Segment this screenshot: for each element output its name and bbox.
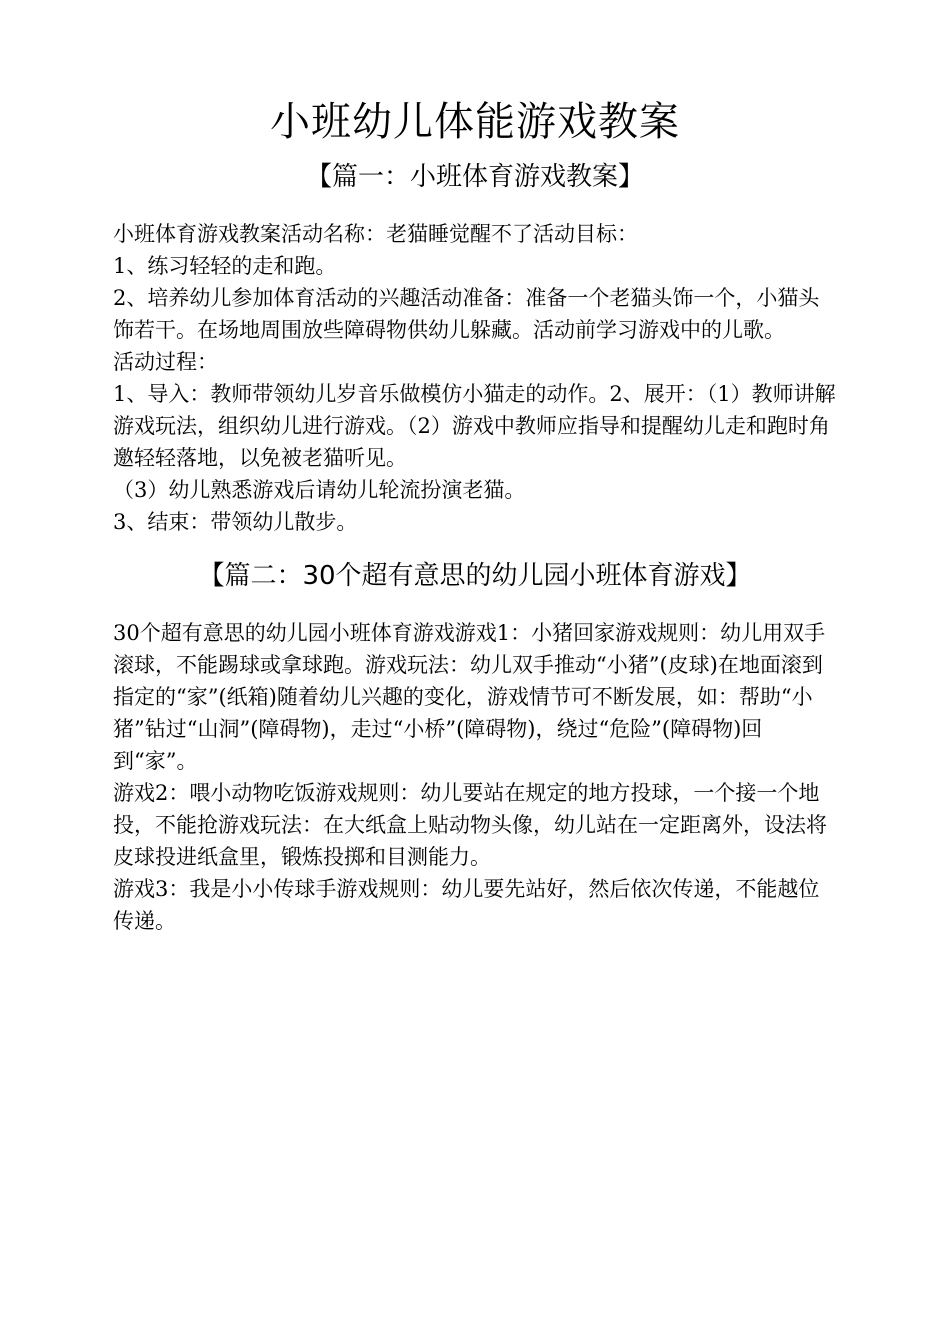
paragraph: （3）幼儿熟悉游戏后请幼儿轮流扮演老猫。 [113,478,526,502]
document-title: 小班幼儿体能游戏教案 [270,99,680,145]
paragraph: 3、结束：带领幼儿散步。 [113,510,358,534]
paragraph: 活动过程： [113,350,218,374]
paragraph: 1、练习轻轻的走和跑。 [113,254,337,278]
section-1-heading: 【篇一：小班体育游戏教案】 [305,162,644,192]
paragraph: 小班体育游戏教案活动名称：老猫睡觉醒不了活动目标： [113,222,638,246]
section-1-body [113,218,839,538]
paragraph: 游戏3：我是小小传球手游戏规则：幼儿要先站好，然后依次传递，不能越位传递。 [113,877,820,933]
paragraph: 游戏2：喂小动物吃饭游戏规则：幼儿要站在规定的地方投球，一个接一个地投，不能抢游戏玩法：在大纸盒上贴动物头像，幼儿站在一定距离外，设法将皮球投进纸盒里，锻炼投掷和目测能力。 [113,781,827,869]
section-2-heading: 【篇二：30个超有意思的幼儿园小班体育游戏】 [198,561,752,591]
paragraph: 2、培养幼儿参加体育活动的兴趣活动准备：准备一个老猫头饰一个，小猫头饰若干。在场地周围放些障碍物供幼儿躲藏。活动前学习游戏中的儿歌。 [113,286,820,342]
paragraph: 30个超有意思的幼儿园小班体育游戏游戏1：小猪回家游戏规则：幼儿用双手滚球，不能踢球或拿球跑。游戏玩法：幼儿双手推动“小猪”(皮球)在地面滚到指定的“家”(纸箱)随着幼儿兴趣的变化，游戏情节可不断发展，如：帮助“小猪”钻过“山洞”(障碍物)，走过“小桥”(障碍物)，绕过“危险”(障碍物)回到“家”。 [113,621,826,773]
section-2-body [113,617,839,937]
paragraph: 1、导入：教师带领幼儿岁音乐做模仿小猫走的动作。2、展开：（1）教师讲解游戏玩法，组织幼儿进行游戏。（2）游戏中教师应指导和提醒幼儿走和跑时角邀轻轻落地，以免被老猫听见。 [113,382,836,470]
